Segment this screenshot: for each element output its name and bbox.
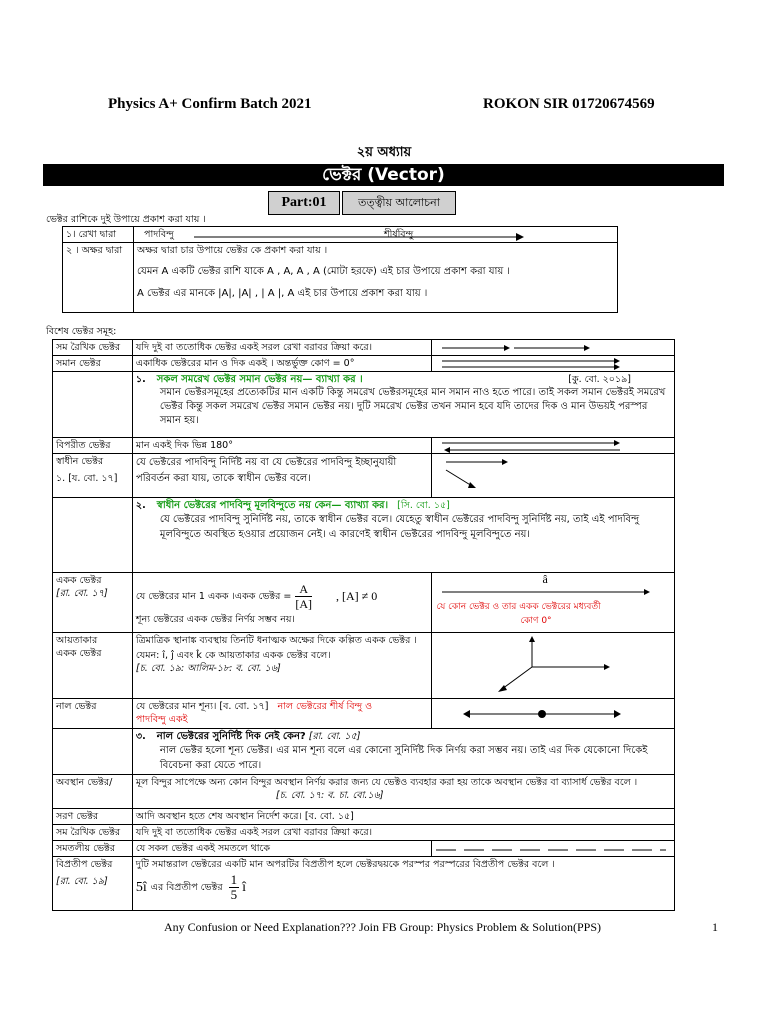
row-desc-rect-unit bbox=[132, 633, 432, 699]
row-fig-rect-unit bbox=[432, 633, 675, 699]
table-row bbox=[53, 454, 675, 498]
table-row bbox=[53, 809, 675, 825]
row-fig-unit bbox=[432, 573, 675, 633]
row-desc-null bbox=[132, 699, 432, 729]
reciprocal-vector-ref: [রা. বো. ১৯] bbox=[56, 876, 108, 887]
unit-vector-definition: যে ভেক্টরের মান 1 একক ।একক ভেক্টর = bbox=[135, 591, 292, 602]
null-vector-diagram bbox=[462, 707, 622, 721]
question-1-answer: সমান ভেক্টরসমূহের প্রত্যেকটির মান একটি কিন্তু সমরেখ ভেক্টরসমূহের মান সমান নাও হতে পারে। তাই সকল সমান ভেক্টরই সমরেখ ভেক্টর কিন্তু সকল সমরেখ ভেক্টর সমান ভেক্টর নয়। দুটি সমরেখ ভেক্টর তখন সমান হবে যদি তাদের দিক ও মান উভয়ই পরস্পর সমান হয়। bbox=[159, 387, 666, 426]
row-desc-equal: একাধিক ভেক্টরের মান ও দিক একই । অন্তর্ভুক্ত কোণ = 0° bbox=[132, 356, 432, 372]
chapter-label: ২য় অধ্যায় bbox=[356, 145, 412, 160]
rep-row2-line3: A ভেক্টর এর মানকে |A|, |A| , | A |, A এই চার উপায়ে প্রকাশ করা যায় । bbox=[137, 288, 428, 299]
tail-point-label: পাদবিন্দু bbox=[144, 229, 174, 240]
question-3-number: ৩. bbox=[135, 731, 146, 742]
question-2-answer: যে ভেক্টরের পাদবিন্দু সুনির্দিষ্ট নয়, তাকে স্বাধীন ভেক্টর বলে। যেহেতু স্বাধীন ভেক্টরের পাদবিন্দু সুনির্দিষ্ট নয়, তাই এই পাদবিন্দু মূলবিন্দুতে অবস্থিত হওয়ার প্রয়োজন নেই। এ কারণেই স্বাধীন ভেক্টরের পাদবিন্দু মূলবিন্দুতে নয়। bbox=[159, 514, 640, 540]
header-author: ROKON SIR 01720674569 bbox=[483, 96, 655, 112]
table-row bbox=[53, 699, 675, 729]
row-desc-position bbox=[132, 775, 674, 809]
special-vectors-heading: বিশেষ ভেক্টর সমূহ: bbox=[46, 326, 117, 337]
row-desc-displacement: আদি অবস্থান হতে শেষ অবস্থান নির্দেশ করে। [ব. বো. ১৫] bbox=[132, 809, 674, 825]
table-row bbox=[53, 633, 675, 699]
row-desc-opposite: মান একই দিক ভিন্ন 180° bbox=[132, 438, 432, 454]
question-3 bbox=[132, 729, 674, 775]
opposite-arrows bbox=[442, 440, 622, 454]
unit-angle-note: যে কোন ভেক্টর ও তার একক ভেক্টরের মধ্যবর্তী bbox=[436, 602, 601, 612]
row-desc-coplanar: যে সকল ভেক্টর একই সমতলে থাকে bbox=[132, 841, 432, 857]
row-name-rect-unit bbox=[53, 633, 133, 699]
row-name-opposite: বিপরীত ভেক্টর bbox=[53, 438, 133, 454]
row-name-position: অবস্থান ভেক্টর/ bbox=[53, 775, 133, 809]
table-row bbox=[53, 857, 675, 911]
free-vector-name: স্বাধীন ভেক্টর bbox=[56, 456, 104, 467]
row-desc-collinear: যদি দুই বা ততোধিক ভেক্টর একই সরল রেখা বরাবর ক্রিয়া করে। bbox=[132, 340, 432, 356]
rep-row2-cell bbox=[134, 243, 618, 313]
row-name-collinear-2: সম রৈখিক ভেক্টর bbox=[53, 825, 133, 841]
question-2-title: স্বাধীন ভেক্টরের পাদবিন্দু মূলবিন্দুতে নয় কেন— ব্যাখ্যা কর। bbox=[156, 500, 389, 511]
representation-table bbox=[62, 226, 618, 313]
unit-angle-value: কোণ 0° bbox=[520, 616, 552, 626]
reciprocal-example bbox=[136, 873, 671, 902]
null-vector-note-2: পাদবিন্দু একই bbox=[135, 714, 188, 725]
rect-unit-definition: ত্রিমাত্রিক স্থানাঙ্ক ব্যবস্থায় তিনটি ধনাত্মক অক্ষের দিকে কল্পিত একক ভেক্টর । bbox=[135, 635, 417, 646]
unit-vector-name: একক ভেক্টর bbox=[56, 575, 102, 586]
row-fig-free bbox=[432, 454, 675, 498]
head-point-label: শীর্ষবিন্দু bbox=[384, 229, 414, 240]
rep-row1-label: ১। রেখা দ্বারা bbox=[63, 227, 134, 243]
reciprocal-fraction-num: 1 bbox=[230, 872, 238, 887]
unit-fraction-denominator: [A] bbox=[295, 597, 313, 611]
reciprocal-example-left: 5î bbox=[135, 880, 147, 895]
reciprocal-vector-definition: দুটি সমান্তরাল ভেক্টরের একটি মান অপরটির বিপ্রতীপ হলে ভেক্টরদ্বয়কে পরস্পর পরস্পরের বিপ্রতীপ ভেক্টর বলে । bbox=[135, 859, 555, 870]
rect-unit-name-2: একক ভেক্টর bbox=[56, 648, 102, 659]
row-name-null: নাল ভেক্টর bbox=[53, 699, 133, 729]
equal-arrows bbox=[442, 358, 622, 370]
row-name-displacement: সরণ ভেক্টর bbox=[53, 809, 133, 825]
table-row bbox=[53, 438, 675, 454]
rep-row2-label: ২ । অক্ষর দ্বারা bbox=[63, 243, 134, 313]
unit-vector-fraction bbox=[295, 582, 312, 611]
question-2-number: ২. bbox=[135, 500, 146, 511]
special-vectors-table bbox=[52, 339, 675, 911]
table-row bbox=[53, 841, 675, 857]
unit-vector-null-note: শূন্য ভেক্টরের একক ভেক্টর নির্ণয় সম্ভব নয়। bbox=[135, 614, 295, 625]
question-1-number: ১. bbox=[135, 374, 146, 385]
unit-fraction-numerator: A bbox=[295, 582, 312, 597]
reciprocal-fraction-den: 5 bbox=[230, 887, 238, 902]
row-desc-unit bbox=[132, 573, 432, 633]
axes-diagram bbox=[482, 635, 622, 697]
row-name-equal: সমান ভেক্টর bbox=[53, 356, 133, 372]
intro-text: ভেক্টর রাশিকে দুই উপায়ে প্রকাশ করা যায় । bbox=[46, 214, 206, 225]
row-name-collinear: সম রৈখিক ভেক্টর bbox=[53, 340, 133, 356]
row-desc-free: যে ভেক্টরের পাদবিন্দু নির্দিষ্ট নয় বা যে ভেক্টরের পাদবিন্দু ইচ্ছানুযায়ী পরিবর্তন করা যায়, তাকে স্বাধীন ভেক্টর বলে। bbox=[132, 454, 432, 498]
reciprocal-vector-name: বিপ্রতীপ ভেক্টর bbox=[56, 859, 113, 870]
unit-vector-arrow bbox=[442, 587, 652, 597]
rect-unit-example: যেমন: î, ĵ এবং k̂ কে আয়তাকার একক ভেক্টর বলে। bbox=[135, 650, 331, 661]
collinear-arrows bbox=[442, 344, 592, 352]
reciprocal-fraction bbox=[229, 873, 240, 902]
part-sublabel: তত্ত্বীয় আলোচনা bbox=[342, 191, 456, 215]
null-vector-definition: যে ভেক্টরের মান শূন্য। [ব. বো. ১৭] bbox=[135, 701, 269, 712]
null-vector-note-1: নাল ভেক্টরের শীর্ষ বিন্দু ও bbox=[277, 701, 373, 712]
table-row bbox=[53, 356, 675, 372]
reciprocal-example-right: î bbox=[242, 880, 246, 895]
row-fig-opposite bbox=[432, 438, 675, 454]
table-row bbox=[53, 573, 675, 633]
question-2-ref: [সি. বো. ১৫] bbox=[397, 500, 450, 511]
unit-hat-symbol: â bbox=[542, 572, 548, 586]
row-name-reciprocal bbox=[53, 857, 133, 911]
question-3-title: নাল ভেক্টরের সুনির্দিষ্ট দিক নেই কেন? bbox=[156, 731, 306, 742]
question-1-ref: [কু. বো. ২০১৯] bbox=[568, 374, 631, 385]
position-vector-ref: [চ. বো. ১৭: ব. চা. বো.১৬] bbox=[275, 790, 384, 801]
row-name-coplanar: সমতলীয় ভেক্টর bbox=[53, 841, 133, 857]
question-1 bbox=[132, 372, 674, 438]
header-batch-title: Physics A+ Confirm Batch 2021 bbox=[108, 96, 312, 112]
question-2 bbox=[132, 498, 674, 573]
rep-row2-line1: অক্ষর দ্বারা চার উপায়ে ভেক্টর কে প্রকাশ করা যায় । bbox=[137, 245, 328, 256]
row-desc-collinear-2: যদি দুই বা ততোধিক ভেক্টর একই সরল রেখা বরাবর ক্রিয়া করে। bbox=[132, 825, 674, 841]
table-row bbox=[53, 729, 675, 775]
position-vector-definition: মূল বিন্দুর সাপেক্ষে অন্য কোন বিন্দুর অবস্থান নির্ণয় করার জন্য যে ভেক্টও ব্যবহার করা হয় তাকে অবস্থান ভেক্টর বা ব্যাসার্ধ ভেক্টর বলে । bbox=[135, 777, 638, 788]
rep-row1-cell bbox=[134, 227, 618, 243]
row-fig-null bbox=[432, 699, 675, 729]
table-row bbox=[53, 498, 675, 573]
unit-vector-ref: [রা. বো. ১৭] bbox=[56, 588, 108, 599]
question-1-title: সকল সমরেখ ভেক্টর সমান ভেক্টর নয়— ব্যাখ্যা কর । bbox=[156, 374, 363, 385]
free-vector-diagram bbox=[442, 458, 512, 492]
row-name-unit bbox=[53, 573, 133, 633]
row-name-free bbox=[53, 454, 133, 498]
reciprocal-example-mid: এর বিপ্রতীপ ভেক্টর bbox=[150, 882, 223, 893]
vector-line-arrow bbox=[194, 233, 524, 241]
part-label: Part:01 bbox=[268, 191, 340, 215]
rep-row2-line2: যেমন A একটি ভেক্টর রাশি যাকে A , A, A , A (মোটা হরফে) এই চার উপায়ে প্রকাশ করা যায় । bbox=[137, 266, 510, 277]
table-row bbox=[53, 825, 675, 841]
page-title: ভেক্টর (Vector) bbox=[43, 164, 724, 186]
table-row bbox=[53, 340, 675, 356]
footer-text: Any Confusion or Need Explanation??? Join FB Group: Physics Problem & Solution(PPS) bbox=[164, 920, 601, 934]
unit-vector-condition: , [A] ≠ 0 bbox=[336, 589, 378, 603]
question-3-answer: নাল ভেক্টর হলো শূন্য ভেক্টর। এর মান শূন্য বলে এর কোনো সুনির্দিষ্ট দিক নির্ণয় করা সম্ভব নয়। তাই এর দিক যেকোনো দিকেই বিবেচনা করা যেতে পারে। bbox=[159, 745, 648, 771]
rect-unit-name-1: আয়তাকার bbox=[56, 635, 98, 646]
table-row bbox=[53, 372, 675, 438]
question-3-ref: [রা. বো. ১৫] bbox=[308, 731, 361, 742]
page-number: 1 bbox=[712, 920, 718, 934]
rect-unit-ref: [চ. বো. ১৯: আলিম-১৮: ব. বো. ১৬] bbox=[135, 663, 281, 674]
coplanar-dashes bbox=[436, 847, 666, 853]
row-fig-equal bbox=[432, 356, 675, 372]
row-desc-reciprocal bbox=[132, 857, 674, 911]
table-row bbox=[53, 775, 675, 809]
row-fig-collinear bbox=[432, 340, 675, 356]
free-vector-ref: ১. [য. বো. ১৭] bbox=[56, 473, 118, 484]
row-fig-coplanar bbox=[432, 841, 675, 857]
